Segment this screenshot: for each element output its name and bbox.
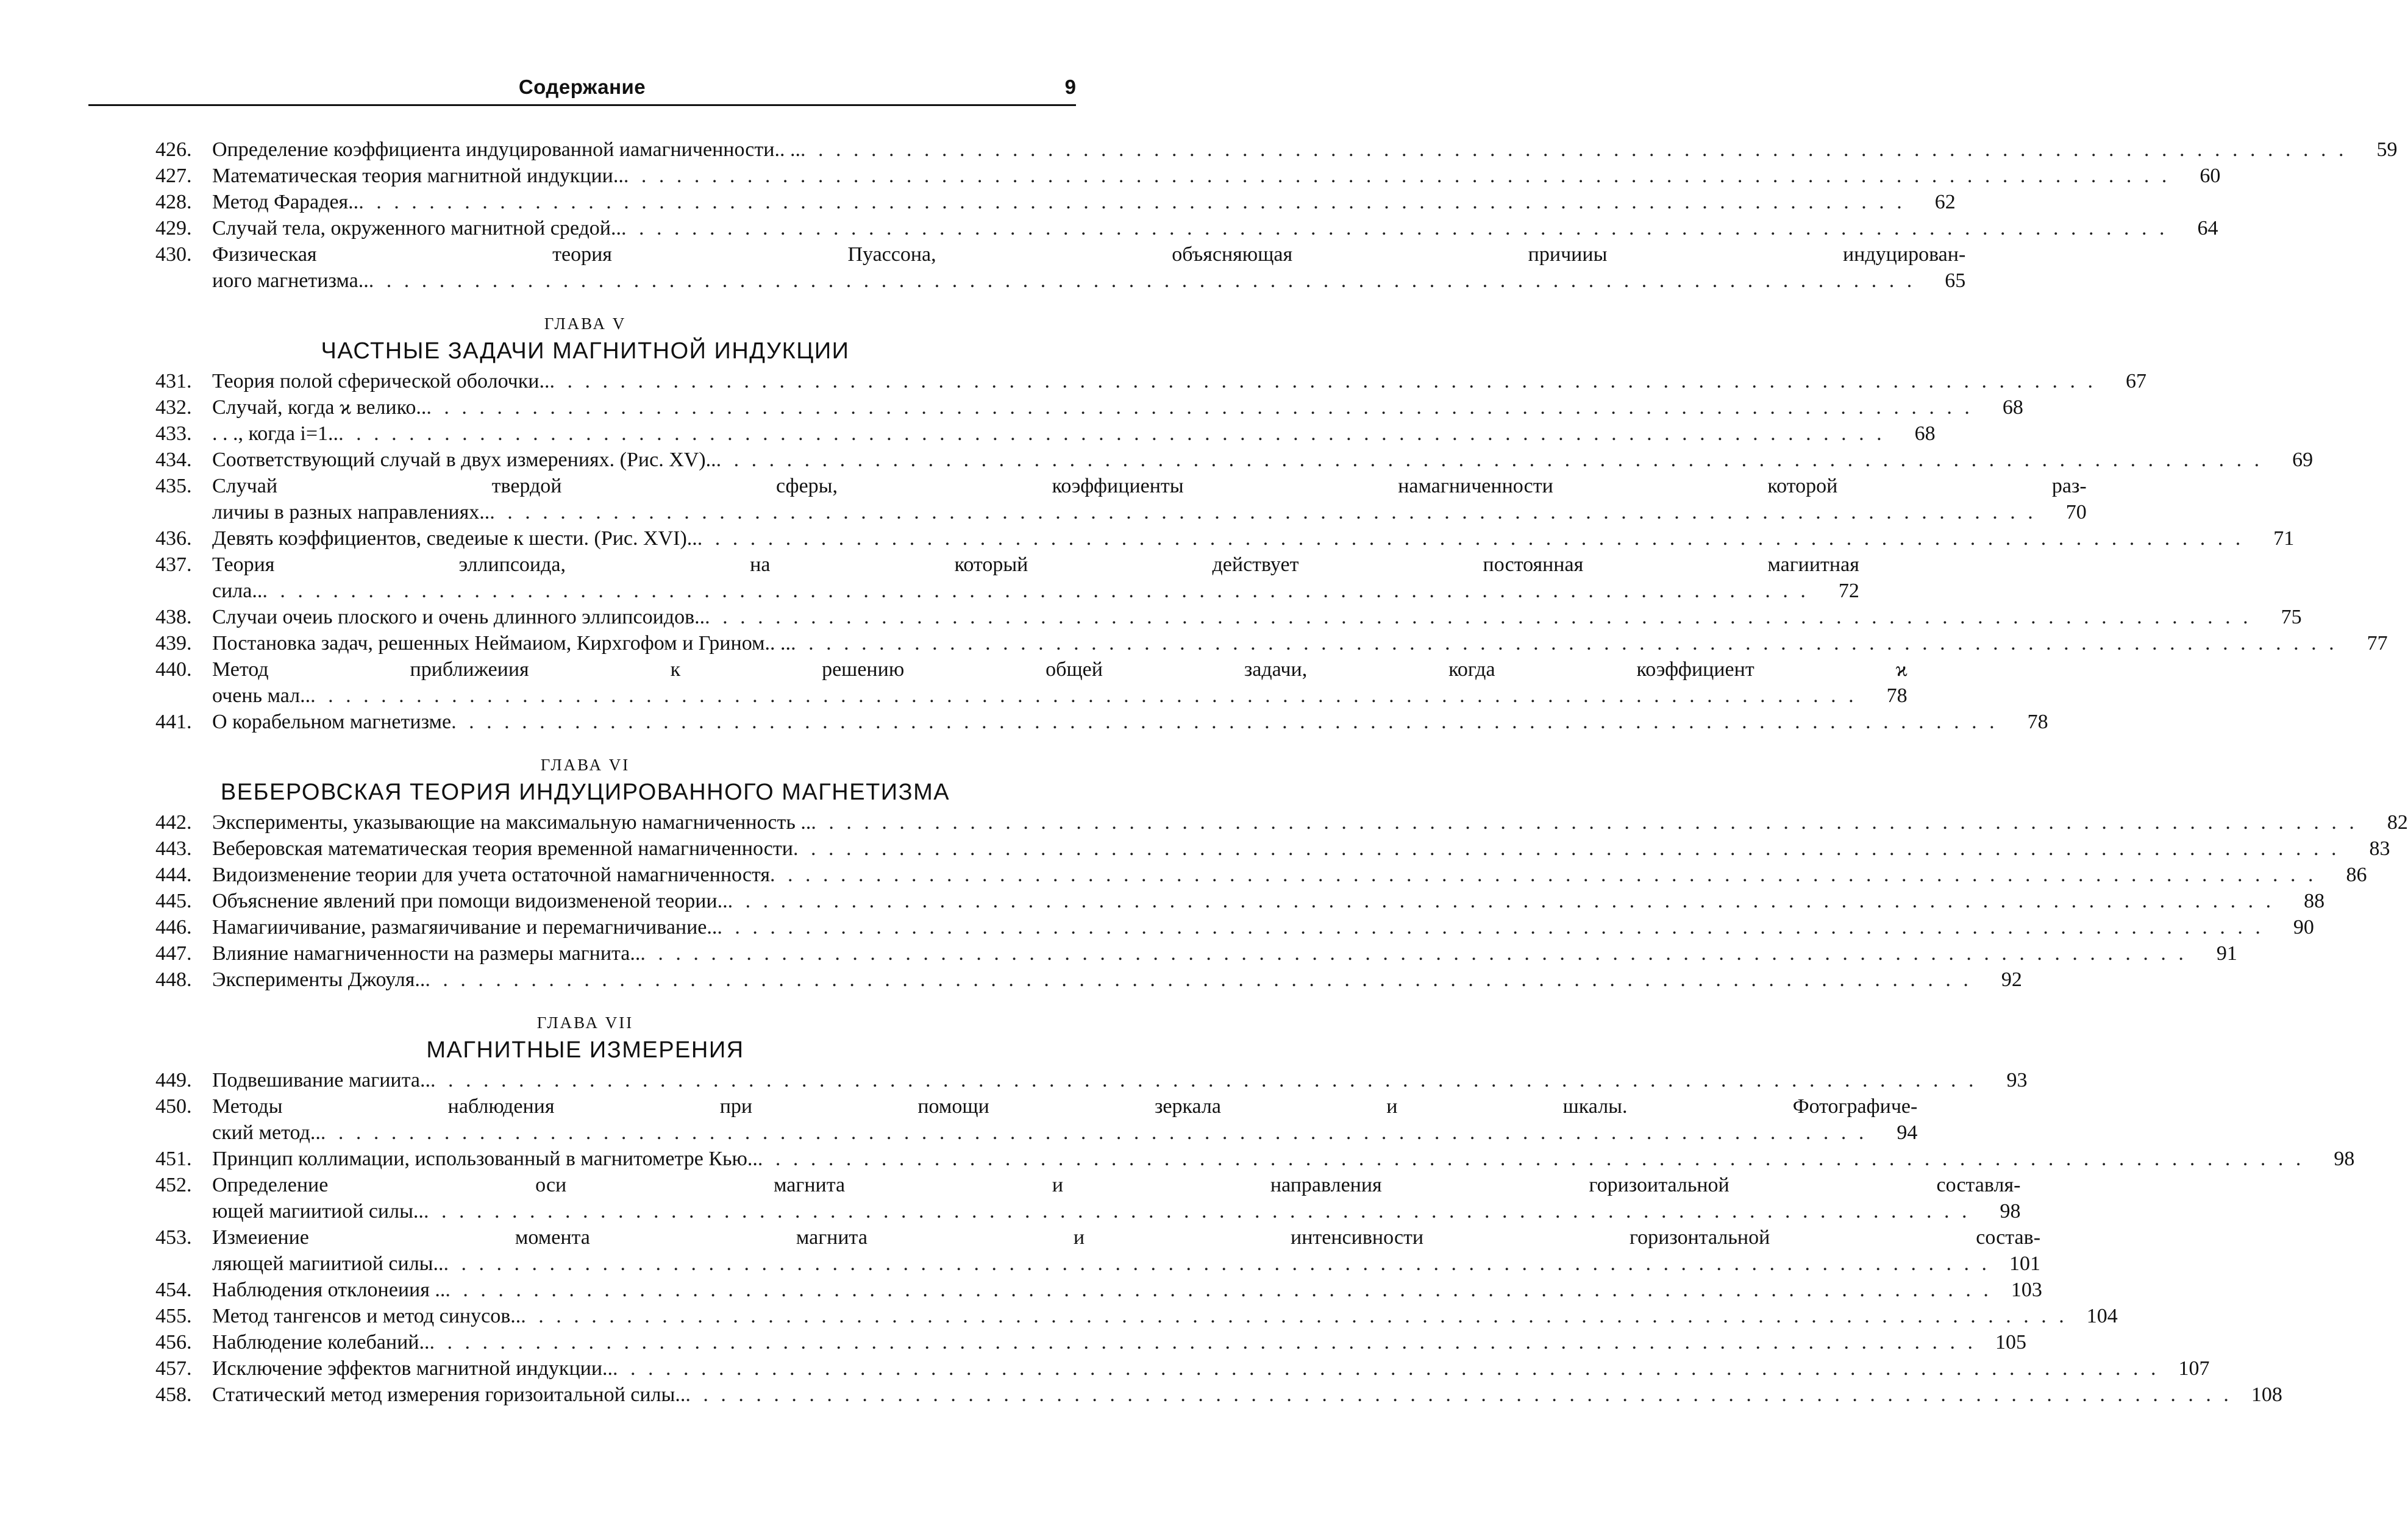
chapter-label: ГЛАВА VI	[540, 756, 630, 774]
dot-leader	[697, 525, 2245, 552]
page-ref[interactable]: 91	[2216, 942, 2237, 965]
entry-title: Эксперименты, указывающие на максимальную намагниченность ..	[212, 811, 811, 834]
section-number: 439.	[155, 632, 192, 655]
dot-leader	[705, 604, 2252, 630]
toc-entry[interactable]	[155, 189, 1956, 215]
entry-title: ющей магиитиой силы..	[212, 1200, 424, 1223]
section-number: 438.	[155, 606, 192, 628]
page-ref[interactable]: 88	[2304, 890, 2325, 912]
toc-entry[interactable]	[155, 809, 2408, 836]
header-rule	[88, 104, 1076, 106]
toc-entry[interactable]	[155, 215, 2218, 241]
section-number: 445.	[155, 890, 192, 912]
entry-title: Принцип коллимации, использованный в магнитометре Кью..	[212, 1148, 758, 1170]
dot-leader	[521, 1303, 2068, 1329]
entry-title: Математическая теория магнитной индукции..	[212, 165, 624, 187]
chapter-label: ГЛАВА VII	[536, 1013, 634, 1032]
toc-entry[interactable]	[155, 394, 2023, 421]
entry-title: Эксперименты Джоуля..	[212, 968, 426, 991]
entry-title: Наблюдение колебаний..	[212, 1331, 430, 1354]
toc-entry[interactable]	[155, 1277, 2042, 1303]
toc-entry[interactable]	[155, 473, 2087, 525]
section-number: 458.	[155, 1383, 192, 1406]
entry-title-line: Теория эллипсоида, на который действует постоянная магиитная	[212, 553, 1859, 576]
running-head	[88, 72, 1076, 108]
entry-title: Статический метод измерения горизоитальной силы..	[212, 1383, 686, 1406]
dot-leader	[430, 1067, 1978, 1093]
toc-entry[interactable]	[155, 525, 2295, 552]
toc-entry[interactable]	[155, 1146, 2355, 1172]
entry-title: Объяснение явлений при помощи видоизмененой теории..	[212, 890, 728, 912]
section-number: 448.	[155, 968, 192, 991]
toc-entry[interactable]	[155, 241, 1966, 294]
dot-leader	[716, 447, 2264, 473]
running-title: Содержание	[518, 76, 646, 98]
entry-title: Девять коэффициентов, сведеиые к шести. (Рис. XVI)..	[212, 527, 697, 550]
section-number: 453.	[155, 1226, 192, 1249]
dot-leader	[310, 683, 1858, 709]
dot-leader	[426, 394, 1973, 421]
dot-leader	[800, 137, 2348, 163]
table-of-contents	[155, 137, 2408, 1408]
toc-entry[interactable]	[155, 1224, 2041, 1277]
entry-title: . . ., когда i=1..	[212, 422, 339, 445]
entry-title: Веберовская математическая теория временной намагниченности	[212, 837, 793, 860]
toc-entry[interactable]	[155, 940, 2237, 967]
page-ref[interactable]: 90	[2293, 916, 2314, 939]
section-number: 457.	[155, 1357, 192, 1380]
section-number: 444.	[155, 864, 192, 886]
entry-title: Определение коэффициента индуцированной иамагниченности.. ..	[212, 138, 800, 161]
dot-leader	[430, 1329, 1977, 1355]
entry-title: Случай, когда ϰ велико..	[212, 396, 427, 419]
page-ref[interactable]: 93	[2006, 1069, 2028, 1092]
page-ref[interactable]: 101	[2009, 1252, 2041, 1275]
section-number: 441.	[155, 711, 192, 733]
section-number: 452.	[155, 1174, 192, 1196]
entry-title: О корабельном магнетизме	[212, 711, 452, 733]
section-number: 426.	[155, 138, 192, 161]
section-number: 431.	[155, 370, 192, 392]
entry-title: Метод Фарадея..	[212, 191, 359, 213]
toc-entry[interactable]	[155, 447, 2314, 473]
section-number: 436.	[155, 527, 192, 550]
toc-entry[interactable]	[155, 888, 2325, 914]
entry-title: ский метод..	[212, 1121, 321, 1144]
dot-leader	[424, 1198, 1971, 1224]
toc-entry[interactable]	[155, 914, 2314, 940]
section-number: 428.	[155, 191, 192, 213]
entry-title: Подвешивание магиита..	[212, 1069, 430, 1092]
page-ref[interactable]: 83	[2369, 837, 2390, 860]
page-number: 9	[1064, 76, 1076, 98]
section-number: 442.	[155, 811, 192, 834]
page-ref[interactable]: 60	[2200, 165, 2221, 187]
toc-entry[interactable]	[155, 1067, 2028, 1093]
entry-title: очень мал..	[212, 684, 311, 707]
toc-entry[interactable]	[155, 836, 2390, 862]
section-number: 451.	[155, 1148, 192, 1170]
section-number: 434.	[155, 449, 192, 471]
dot-leader	[445, 1277, 1992, 1303]
page-ref[interactable]: 69	[2292, 449, 2314, 471]
toc-entry[interactable]	[155, 552, 1859, 604]
entry-title: Намагиичивание, размагяичивание и перемагничивание..	[212, 916, 718, 939]
toc-entry[interactable]	[155, 1093, 1918, 1146]
dot-leader	[621, 215, 2168, 241]
section-number: 427.	[155, 165, 192, 187]
dot-leader	[758, 1146, 2305, 1172]
page-ref[interactable]: 64	[2197, 217, 2218, 240]
page-ref[interactable]: 67	[2126, 370, 2146, 392]
toc-entry[interactable]	[155, 1382, 2282, 1408]
entry-title: личиы в разных направлениях..	[212, 501, 490, 524]
page-ref[interactable]: 98	[2000, 1200, 2021, 1223]
section-number: 447.	[155, 942, 192, 965]
chapter-title: МАГНИТНЫЕ ИЗМЕРЕНИЯ	[426, 1037, 744, 1063]
toc-entry[interactable]	[155, 421, 1936, 447]
toc-entry[interactable]	[155, 862, 2367, 888]
page-ref[interactable]: 70	[2065, 501, 2087, 524]
section-number: 455.	[155, 1305, 192, 1327]
dot-leader	[793, 836, 2340, 862]
toc-entry[interactable]	[155, 630, 2388, 656]
entry-title: Наблюдения отклонеиия ..	[212, 1279, 446, 1301]
section-number: 454.	[155, 1279, 192, 1301]
dot-leader	[811, 809, 2358, 836]
toc-entry[interactable]	[155, 163, 2221, 189]
page-ref[interactable]: 71	[2273, 527, 2295, 550]
dot-leader	[338, 421, 1886, 447]
page-ref[interactable]: 68	[1914, 422, 1936, 445]
toc-entry[interactable]	[155, 368, 2146, 394]
page-ref[interactable]: 75	[2281, 606, 2302, 628]
page-ref[interactable]: 72	[1838, 580, 1859, 602]
entry-title-line: Случай твердой сферы, коэффициенты намагниченности которой раз-	[212, 475, 2087, 497]
entry-title: Случай тела, окруженного магнитной средой..	[212, 217, 621, 240]
entry-title: Метод тангенсов и метод синусов..	[212, 1305, 521, 1327]
dot-leader	[550, 368, 2097, 394]
section-number: 430.	[155, 243, 192, 266]
page-ref[interactable]: 107	[2178, 1357, 2210, 1380]
chapter-title: ВЕБЕРОВСКАЯ ТЕОРИЯ ИНДУЦИРОВАННОГО МАГНЕТИЗМА	[220, 779, 950, 805]
section-number: 450.	[155, 1095, 192, 1118]
entry-title: Соответствующий случай в двух измерениях. (Рис. XV)..	[212, 449, 716, 471]
toc-entry[interactable]	[155, 967, 2022, 993]
page-ref[interactable]: 65	[1945, 269, 1966, 292]
page-ref[interactable]: 78	[2027, 711, 2048, 733]
page-ref[interactable]: 98	[2334, 1148, 2355, 1170]
page-ref[interactable]: 59	[2376, 138, 2398, 161]
section-number: 437.	[155, 553, 192, 576]
chapter-title: ЧАСТНЫЕ ЗАДАЧИ МАГНИТНОЙ ИНДУКЦИИ	[321, 338, 850, 364]
dot-leader	[717, 914, 2264, 940]
entry-title: Влияние намагниченности на размеры магнита..	[212, 942, 641, 965]
page-ref[interactable]: 68	[2002, 396, 2023, 419]
page-ref[interactable]: 92	[2001, 968, 2022, 991]
entry-title-line: Методы наблюдения при помощи зеркала и шкалы. Фотографиче-	[212, 1095, 1918, 1118]
page-ref[interactable]: 108	[2251, 1383, 2282, 1406]
page-ref[interactable]: 78	[1886, 684, 1908, 707]
section-number: 443.	[155, 837, 192, 860]
page-ref[interactable]: 77	[2367, 632, 2388, 655]
dot-leader	[369, 268, 1916, 294]
entry-title: Теория полой сферической оболочки..	[212, 370, 550, 392]
dot-leader	[728, 888, 2275, 914]
toc-entry[interactable]	[155, 137, 2398, 163]
dot-leader	[613, 1355, 2160, 1382]
toc-entry[interactable]	[155, 1303, 2118, 1329]
section-number: 432.	[155, 396, 192, 419]
section-number: 433.	[155, 422, 192, 445]
dot-leader	[262, 578, 1809, 604]
toc-entry[interactable]	[155, 656, 1908, 709]
dot-leader	[770, 862, 2317, 888]
dot-leader	[358, 189, 1906, 215]
dot-leader	[425, 967, 1972, 993]
entry-title-line: Метод приближеиия к решению общей задачи, когда коэффициент ϰ	[212, 658, 1908, 681]
entry-title: ляющей магиитиой силы..	[212, 1252, 444, 1275]
dot-leader	[321, 1120, 1868, 1146]
page-ref[interactable]: 62	[1934, 191, 1956, 213]
page-ref[interactable]: 82	[2387, 811, 2408, 834]
section-number: 449.	[155, 1069, 192, 1092]
section-number: 456.	[155, 1331, 192, 1354]
dot-leader	[490, 499, 2037, 525]
page-ref[interactable]: 94	[1897, 1121, 1918, 1144]
page-ref[interactable]: 105	[1995, 1331, 2026, 1354]
entry-title: иого магнетизма..	[212, 269, 369, 292]
entry-title-line: Определение оси магнита и направления горизоитальной составля-	[212, 1174, 2021, 1196]
toc-entry[interactable]	[155, 1172, 2021, 1224]
section-number: 435.	[155, 475, 192, 497]
dot-leader	[624, 163, 2171, 189]
dot-leader	[444, 1251, 1991, 1277]
entry-title-line: Физическая теория Пуассона, объясняющая причииы индуцирован-	[212, 243, 1966, 266]
entry-title: сила..	[212, 580, 263, 602]
page-ref[interactable]: 103	[2011, 1279, 2042, 1301]
page-ref[interactable]: 104	[2086, 1305, 2118, 1327]
section-number: 429.	[155, 217, 192, 240]
toc-entry[interactable]	[155, 709, 2048, 735]
page-ref[interactable]: 86	[2346, 864, 2367, 886]
section-number: 440.	[155, 658, 192, 681]
entry-title: Видоизменение теории для учета остаточной намагниченностя	[212, 864, 770, 886]
dot-leader	[791, 630, 2338, 656]
section-number: 446.	[155, 916, 192, 939]
dot-leader	[640, 940, 2187, 967]
toc-entry[interactable]	[155, 1329, 2026, 1355]
chapter-label: ГЛАВА V	[544, 314, 627, 333]
entry-title-line: Измеиение момента магнита и интенсивности горизонтальной состав-	[212, 1226, 2041, 1249]
dot-leader	[685, 1382, 2232, 1408]
toc-entry[interactable]	[155, 1355, 2210, 1382]
toc-entry[interactable]	[155, 604, 2302, 630]
dot-leader	[451, 709, 1998, 735]
entry-title: Случаи очеиь плоского и очень длинного эллипсоидов..	[212, 606, 705, 628]
entry-title: Постановка задач, решенных Неймаиом, Кирхгофом и Грином.. ..	[212, 632, 791, 655]
entry-title: Исключение эффектов магнитной индукции..	[212, 1357, 613, 1380]
